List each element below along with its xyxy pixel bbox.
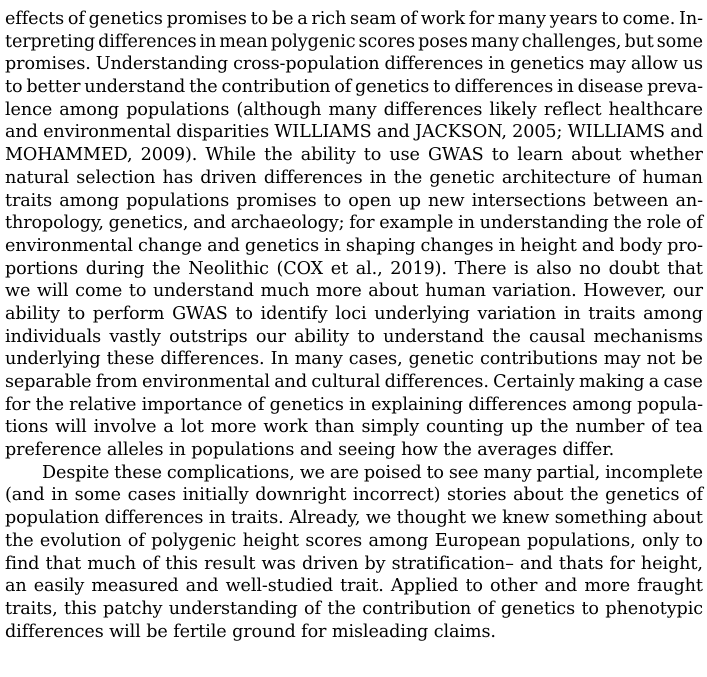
text-line: environmental change and genetics in shaping changes in height and body pro- [5, 235, 703, 256]
text-line: an easily measured and well-studied trait. Applied to other and more fraught [5, 576, 703, 597]
text-line: preference alleles in populations and seeing how the averages differ. [5, 440, 615, 461]
text-line: to better understand the contribution of genetics to differences in disease preva- [5, 77, 703, 98]
text-line: portions during the Neolithic (COX et al., 2019). There is also no doubt that [5, 258, 703, 279]
text-line: natural selection has driven differences in the genetic architecture of human [5, 167, 703, 188]
text-line: traits, this patchy understanding of the contribution of genetics to phenotypic [5, 598, 703, 619]
text-line: for the relative importance of genetics in explaining differences among popula- [5, 394, 703, 415]
text-line: Despite these complications, we are poised to see many partial, incomplete [42, 462, 703, 483]
text-line: find that much of this result was driven by stratification– and thats for height, [5, 553, 703, 574]
text-line: thropology, genetics, and archaeology; for example in understanding the role of [5, 213, 703, 234]
text-line: underlying these differences. In many cases, genetic contributions may not be [5, 349, 703, 370]
text-line: differences will be fertile ground for misleading claims. [5, 621, 496, 642]
text-line: the evolution of polygenic height scores among European populations, only to [5, 530, 703, 551]
text-line: traits among populations promises to open up new intersections between an- [5, 190, 703, 211]
text-line: effects of genetics promises to be a rich seam of work for many years to come. In- [5, 9, 703, 29]
text-line: population differences in traits. Already, we thought we knew something about [5, 508, 703, 529]
paragraph-2 [5, 462, 703, 644]
text-line: (and in some cases initially downright incorrect) stories about the genetics of [5, 485, 703, 506]
text-line: promises. Understanding cross-population differences in genetics may allow us [5, 54, 703, 75]
text-line: separable from environmental and cultural differences. Certainly making a case [5, 372, 703, 392]
paragraph-1 [5, 8, 703, 462]
text-line: ability to perform GWAS to identify loci underlying variation in traits among [5, 303, 703, 324]
text-line: MOHAMMED, 2009). While the ability to use GWAS to learn about whether [5, 145, 703, 166]
text-line: terpreting differences in mean polygenic scores poses many challenges, but some [5, 31, 703, 52]
text-line: individuals vastly outstrips our ability to understand the causal mechanisms [5, 326, 703, 347]
text-line: tions will involve a lot more work than simply counting up the number of tea [5, 417, 703, 438]
text-line: lence among populations (although many differences likely reflect healthcare [5, 99, 703, 120]
text-line: and environmental disparities WILLIAMS and JACKSON, 2005; WILLIAMS and [5, 122, 703, 143]
text-line: we will come to understand much more about human variation. However, our [5, 281, 703, 302]
